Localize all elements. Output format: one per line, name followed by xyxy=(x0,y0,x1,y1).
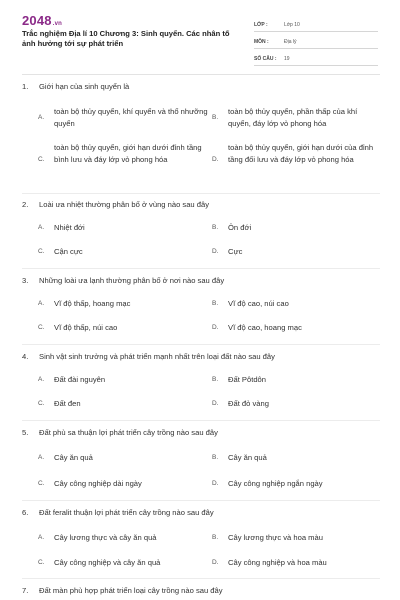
question-text: Những loài ưa lạnh thường phân bố ở nơi nào sau đây xyxy=(39,276,225,285)
question-divider xyxy=(22,578,380,579)
option-letter: B. xyxy=(212,376,219,383)
option-text: Vĩ độ cao, hoang mạc xyxy=(228,323,302,332)
option-letter: D. xyxy=(212,156,219,163)
option-a[interactable] xyxy=(38,374,208,386)
option-text: Đất Pôtdôn xyxy=(228,375,266,384)
option-b[interactable] xyxy=(212,298,380,310)
option-letter: D. xyxy=(212,400,219,407)
question-text: Giới hạn của sinh quyển là xyxy=(39,82,130,91)
option-b[interactable] xyxy=(212,106,380,132)
question-stem xyxy=(22,200,209,209)
option-letter: D. xyxy=(212,324,219,331)
option-b[interactable] xyxy=(212,222,380,234)
option-text: Cây công nghiệp dài ngày xyxy=(54,479,142,488)
question-text: Đất màn phù hợp phát triển loại cây trồng nào sau đây xyxy=(39,586,223,595)
option-text: Vĩ độ cao, núi cao xyxy=(228,299,289,308)
option-text: Cây công nghiệp ngắn ngày xyxy=(228,479,323,488)
option-c[interactable] xyxy=(38,557,208,569)
question-stem xyxy=(22,586,223,595)
question-number: 6. xyxy=(22,508,29,517)
option-text: Cây công nghiệp và hoa màu xyxy=(228,558,327,567)
option-letter: A. xyxy=(38,114,45,121)
option-letter: C. xyxy=(38,156,45,163)
option-letter: B. xyxy=(212,534,219,541)
meta-key: LỚP : xyxy=(254,22,268,28)
option-text: Cây lương thực và hoa màu xyxy=(228,533,323,542)
question-stem xyxy=(22,428,218,437)
meta-value: 19 xyxy=(284,56,290,62)
question-number: 3. xyxy=(22,276,29,285)
option-d[interactable] xyxy=(212,398,380,410)
option-b[interactable] xyxy=(212,374,380,386)
option-letter: D. xyxy=(212,559,219,566)
logo-suffix: .vn xyxy=(52,21,63,27)
option-a[interactable] xyxy=(38,298,208,310)
option-letter: B. xyxy=(212,114,219,121)
logo-text: 2048 xyxy=(22,13,52,28)
option-letter: C. xyxy=(38,480,45,487)
question-number: 7. xyxy=(22,586,29,595)
option-letter: A. xyxy=(38,300,45,307)
meta-value: Địa lý xyxy=(284,39,297,45)
option-text: Vĩ độ thấp, núi cao xyxy=(54,323,118,332)
question-text: Đất feralit thuận lợi phát triển cây trồng nào sau đây xyxy=(39,508,214,517)
question-stem xyxy=(22,508,214,517)
option-a[interactable] xyxy=(38,452,208,464)
option-text: Nhiệt đới xyxy=(54,223,85,232)
option-c[interactable] xyxy=(38,398,208,410)
option-text: Vĩ độ thấp, hoang mạc xyxy=(54,299,131,308)
option-d[interactable] xyxy=(212,142,380,180)
option-b[interactable] xyxy=(212,452,380,464)
meta-value: Lớp 10 xyxy=(284,22,300,28)
option-a[interactable] xyxy=(38,532,208,544)
option-b[interactable] xyxy=(212,532,380,544)
option-letter: C. xyxy=(38,400,45,407)
option-letter: D. xyxy=(212,248,219,255)
option-letter: A. xyxy=(38,376,45,383)
option-text: toàn bộ thủy quyển, giới hạn dưới của đỉnh tầng đối lưu và đáy lớp vỏ phong hóa xyxy=(228,143,374,164)
option-letter: B. xyxy=(212,224,219,231)
question-number: 5. xyxy=(22,428,29,437)
option-text: Cận cực xyxy=(54,247,83,256)
option-text: Ôn đới xyxy=(228,223,252,232)
option-c[interactable] xyxy=(38,246,208,258)
option-d[interactable] xyxy=(212,557,380,569)
question-divider xyxy=(22,193,380,194)
option-a[interactable] xyxy=(38,222,208,234)
option-c[interactable] xyxy=(38,142,216,180)
option-text: Đất đài nguyên xyxy=(54,375,106,384)
question-divider xyxy=(22,500,380,501)
question-divider xyxy=(22,268,380,269)
option-text: Cây ăn quả xyxy=(228,453,267,462)
option-letter: C. xyxy=(38,559,45,566)
option-a[interactable] xyxy=(38,106,219,132)
page-title: Trắc nghiệm Địa lí 10 Chương 3: Sinh quyển. Các nhân tố ảnh hưởng tới sự phát triển xyxy=(22,29,230,48)
question-divider xyxy=(22,420,380,421)
option-text: Cây ăn quả xyxy=(54,453,93,462)
question-text: Đất phù sa thuận lợi phát triển cây trồng nào sau đây xyxy=(39,428,218,437)
question-divider xyxy=(22,344,380,345)
option-text: toàn bộ thủy quyển, khí quyển và thổ nhưỡng quyển xyxy=(54,107,208,128)
option-text: Đất đen xyxy=(54,399,81,408)
option-text: Đất đỏ vàng xyxy=(228,399,269,408)
option-d[interactable] xyxy=(212,478,380,490)
option-d[interactable] xyxy=(212,322,380,334)
option-text: toàn bộ thủy quyển, giới hạn dưới đỉnh tầng bình lưu và đáy lớp vỏ phong hóa xyxy=(54,143,202,164)
question-text: Loài ưa nhiệt thường phân bố ở vùng nào sau đây xyxy=(39,200,210,209)
option-text: Cực xyxy=(228,247,243,256)
option-letter: C. xyxy=(38,248,45,255)
option-text: Cây lương thực và cây ăn quả xyxy=(54,533,157,542)
option-d[interactable] xyxy=(212,246,380,258)
option-c[interactable] xyxy=(38,322,208,334)
option-letter: B. xyxy=(212,454,219,461)
option-letter: A. xyxy=(38,534,45,541)
option-c[interactable] xyxy=(38,478,208,490)
option-letter: A. xyxy=(38,454,45,461)
option-letter: B. xyxy=(212,300,219,307)
meta-key: SỐ CÂU : xyxy=(254,56,277,62)
question-stem xyxy=(22,276,224,285)
option-text: Cây công nghiệp và cây ăn quả xyxy=(54,558,161,567)
question-number: 4. xyxy=(22,352,29,361)
question-stem xyxy=(22,82,129,91)
question-text: Sinh vật sinh trưởng và phát triển mạnh nhất trên loại đất nào sau đây xyxy=(39,352,275,361)
option-letter: C. xyxy=(38,324,45,331)
question-number: 1. xyxy=(22,82,29,91)
meta-key: MÔN : xyxy=(254,39,269,45)
option-letter: A. xyxy=(38,224,45,231)
option-letter: D. xyxy=(212,480,219,487)
option-text: toàn bộ thủy quyển, phần thấp của khí quyển, đáy lớp vỏ phong hóa xyxy=(228,107,358,128)
question-stem xyxy=(22,352,275,361)
question-number: 2. xyxy=(22,200,29,209)
